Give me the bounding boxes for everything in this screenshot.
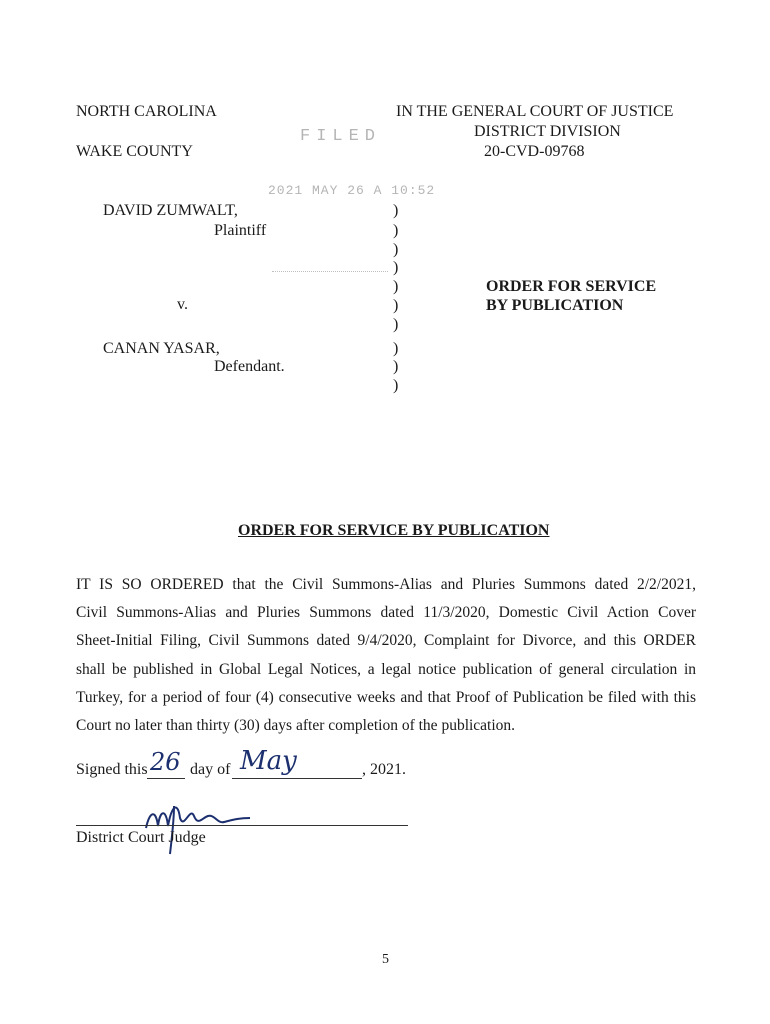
filed-stamp: FILED bbox=[300, 127, 382, 146]
caption-paren: ) bbox=[393, 202, 399, 219]
caption-paren: ) bbox=[393, 259, 399, 276]
body-line: IT IS SO ORDERED that the Civil Summons-Alias and Pluries Summons dated 2/2/2021, bbox=[76, 576, 696, 593]
filed-stamp-date: 2021 MAY 26 A 10:52 bbox=[268, 183, 436, 198]
caption-paren: ) bbox=[393, 241, 399, 258]
body-line: Civil Summons-Alias and Pluries Summons dated 11/3/2020, Domestic Civil Action Cover bbox=[76, 604, 696, 621]
caption-title-line2: BY PUBLICATION bbox=[486, 297, 624, 314]
caption-title-line1: ORDER FOR SERVICE bbox=[486, 278, 657, 295]
caption-paren: ) bbox=[393, 297, 399, 314]
signature-line bbox=[76, 825, 408, 826]
plaintiff-role: Plaintiff bbox=[214, 222, 267, 239]
defendant-role: Defendant. bbox=[214, 358, 285, 375]
signed-prefix: Signed this bbox=[76, 761, 148, 778]
day-of-label: day of bbox=[190, 761, 231, 778]
page-number: 5 bbox=[382, 952, 389, 967]
year-suffix: , 2021. bbox=[362, 761, 406, 778]
day-handwritten: 26 bbox=[150, 748, 181, 776]
caption-paren: ) bbox=[393, 222, 399, 239]
plaintiff-name: DAVID ZUMWALT, bbox=[103, 202, 238, 219]
division-label: DISTRICT DIVISION bbox=[474, 123, 621, 140]
month-blank bbox=[232, 778, 362, 779]
versus-label: v. bbox=[177, 296, 188, 313]
caption-paren: ) bbox=[393, 340, 399, 357]
caption-paren: ) bbox=[393, 278, 399, 295]
order-heading: ORDER FOR SERVICE BY PUBLICATION bbox=[238, 522, 550, 539]
defendant-name: CANAN YASAR, bbox=[103, 340, 220, 357]
body-line: Turkey, for a period of four (4) consecutive weeks and that Proof of Publication be filed with this bbox=[76, 689, 696, 706]
body-line: shall be published in Global Legal Notices, a legal notice publication of general circulation in bbox=[76, 661, 696, 678]
signer-title: District Court Judge bbox=[76, 829, 206, 846]
body-line: Court no later than thirty (30) days after completion of the publication. bbox=[76, 717, 516, 734]
month-handwritten: May bbox=[240, 746, 297, 776]
caption-paren: ) bbox=[393, 358, 399, 375]
caption-paren: ) bbox=[393, 377, 399, 394]
county-label: WAKE COUNTY bbox=[76, 143, 193, 160]
stamp-underline bbox=[272, 271, 388, 272]
body-line: Sheet-Initial Filing, Civil Summons dated 9/4/2020, Complaint for Divorce, and this ORDER bbox=[76, 632, 696, 649]
day-blank bbox=[147, 778, 185, 779]
caption-paren: ) bbox=[393, 316, 399, 333]
court-label: IN THE GENERAL COURT OF JUSTICE bbox=[396, 103, 674, 120]
state-label: NORTH CAROLINA bbox=[76, 103, 217, 120]
case-number: 20-CVD-09768 bbox=[484, 143, 585, 160]
judge-signature bbox=[138, 796, 258, 856]
